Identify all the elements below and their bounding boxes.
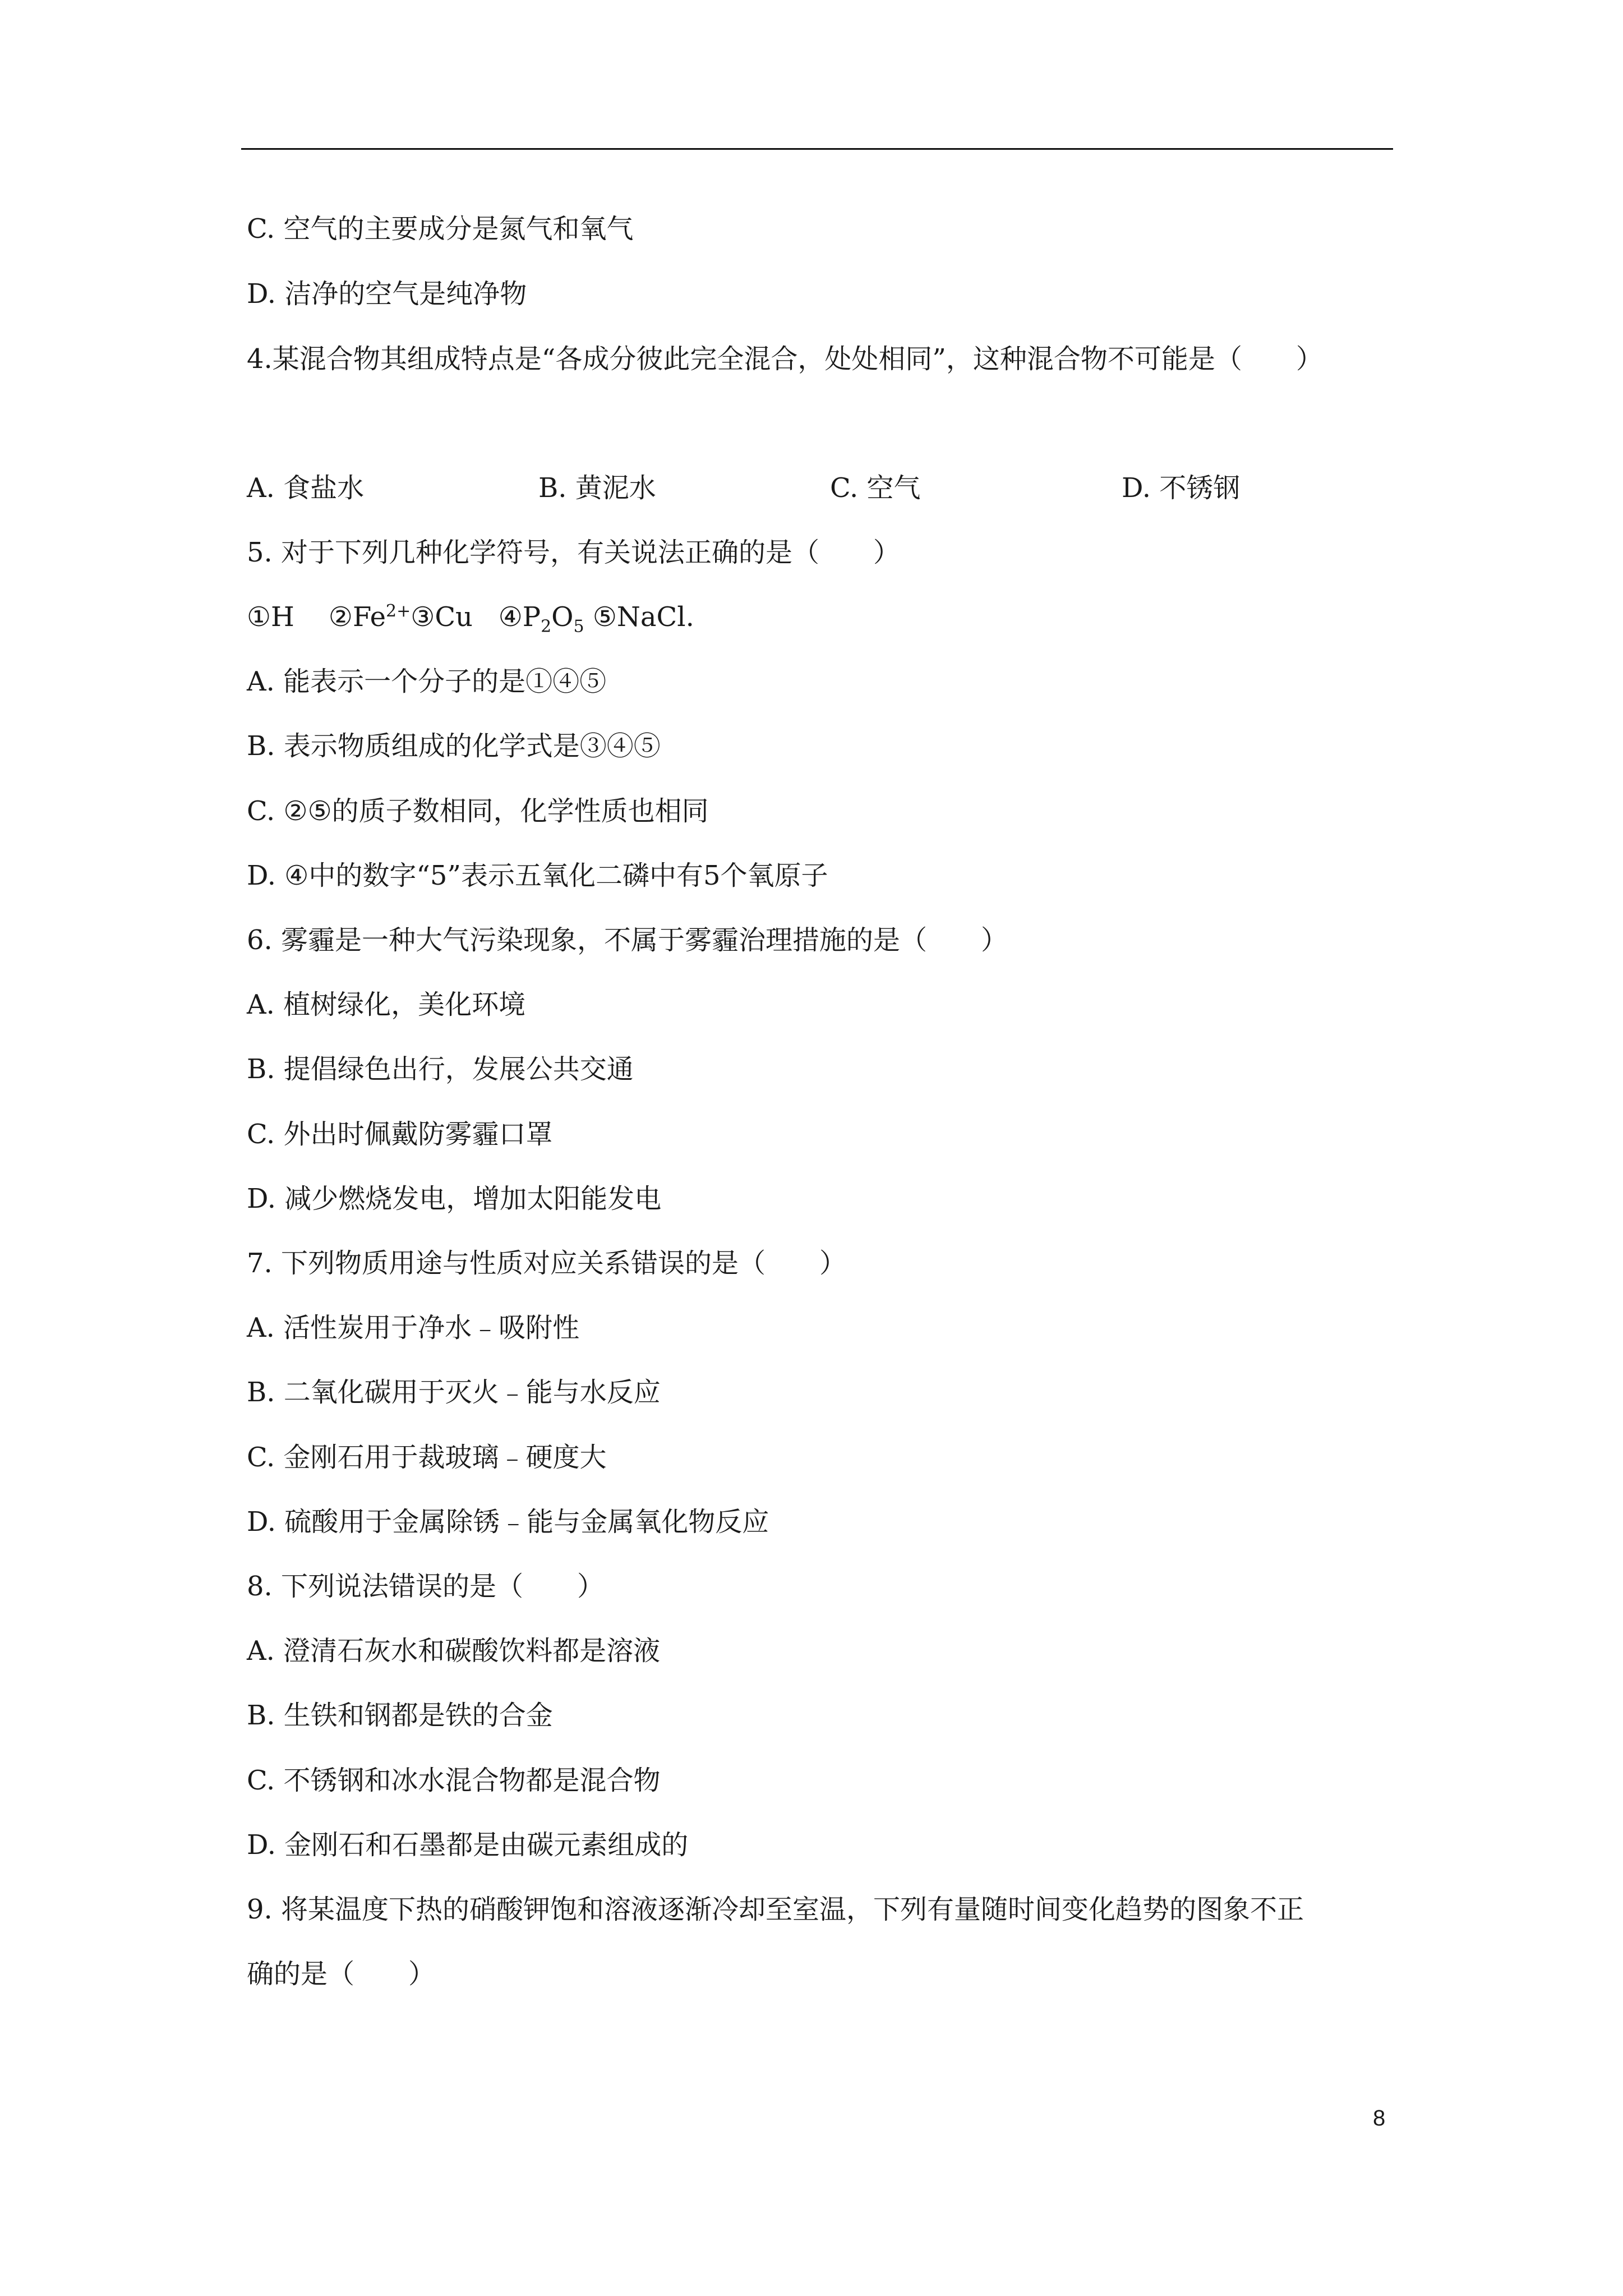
q4-option-a: A. 食盐水	[247, 472, 365, 504]
q6-option-b: B. 提倡绿色出行，发展公共交通	[247, 1053, 634, 1085]
q5-option-d: D. ④中的数字“5”表示五氧化二磷中有5个氧原子	[247, 860, 828, 891]
symbol-2: $②Fe^{2+}$	[328, 601, 411, 633]
q6-option-a: A. 植树绿化，美化环境	[247, 989, 526, 1020]
q4-option-c: C. 空气	[830, 472, 921, 504]
q4-option-d: D. 不锈钢	[1122, 472, 1241, 504]
q5-option-a: A. 能表示一个分子的是①④⑤	[247, 666, 607, 697]
question-5: 5. 对于下列几种化学符号，有关说法正确的是（ ）	[247, 537, 901, 568]
q7-option-d: D. 硫酸用于金属除锈﹣能与金属氧化物反应	[247, 1506, 769, 1538]
question-4: 4.某混合物其组成特点是“各成分彼此完全混合，处处相同”，这种混合物不可能是（ ）	[247, 343, 1323, 375]
question-7: 7. 下列物质用途与性质对应关系错误的是（ ）	[247, 1248, 847, 1279]
question-9: 9. 将某温度下热的硝酸钾饱和溶液逐渐冷却至室温，下列有量随时间变化趋势的图象不正	[247, 1894, 1304, 1925]
symbol-3: ③Cu	[411, 601, 473, 633]
symbol-1: ①H	[247, 601, 294, 633]
q8-option-a: A. 澄清石灰水和碳酸饮料都是溶液	[247, 1635, 661, 1667]
q8-option-c: C. 不锈钢和冰水混合物都是混合物	[247, 1765, 661, 1796]
q6-option-c: C. 外出时佩戴防雾霾口罩	[247, 1119, 553, 1150]
q7-option-c: C. 金刚石用于裁玻璃﹣硬度大	[247, 1442, 607, 1473]
q8-option-d: D. 金刚石和石墨都是由碳元素组成的	[247, 1829, 689, 1861]
header-rule	[241, 148, 1393, 150]
symbol-5: ⑤NaCl.	[592, 601, 694, 633]
q7-option-b: B. 二氧化碳用于灭火﹣能与水反应	[247, 1377, 661, 1408]
question-9-continued: 确的是（ ）	[247, 1958, 436, 1990]
question-6: 6. 雾霾是一种大气污染现象，不属于雾霾治理措施的是（ ）	[247, 924, 1008, 956]
page-number: 8	[1373, 2106, 1386, 2131]
q4-options	[247, 471, 1396, 505]
q4-option-b: B. 黄泥水	[538, 472, 656, 504]
q5-option-b: B. 表示物质组成的化学式是③④⑤	[247, 730, 661, 762]
q3-option-c: C. 空气的主要成分是氮气和氧气	[247, 213, 634, 245]
q3-option-d: D. 洁净的空气是纯净物	[247, 278, 527, 310]
q6-option-d: D. 减少燃烧发电，增加太阳能发电	[247, 1183, 662, 1214]
q7-option-a: A. 活性炭用于净水﹣吸附性	[247, 1312, 580, 1343]
q5-symbols	[247, 600, 694, 637]
q8-option-b: B. 生铁和钢都是铁的合金	[247, 1700, 553, 1731]
q5-option-c: C. ②⑤的质子数相同，化学性质也相同	[247, 795, 709, 827]
symbol-4: $④P_2O_5$	[498, 601, 584, 637]
question-8: 8. 下列说法错误的是（ ）	[247, 1571, 605, 1602]
